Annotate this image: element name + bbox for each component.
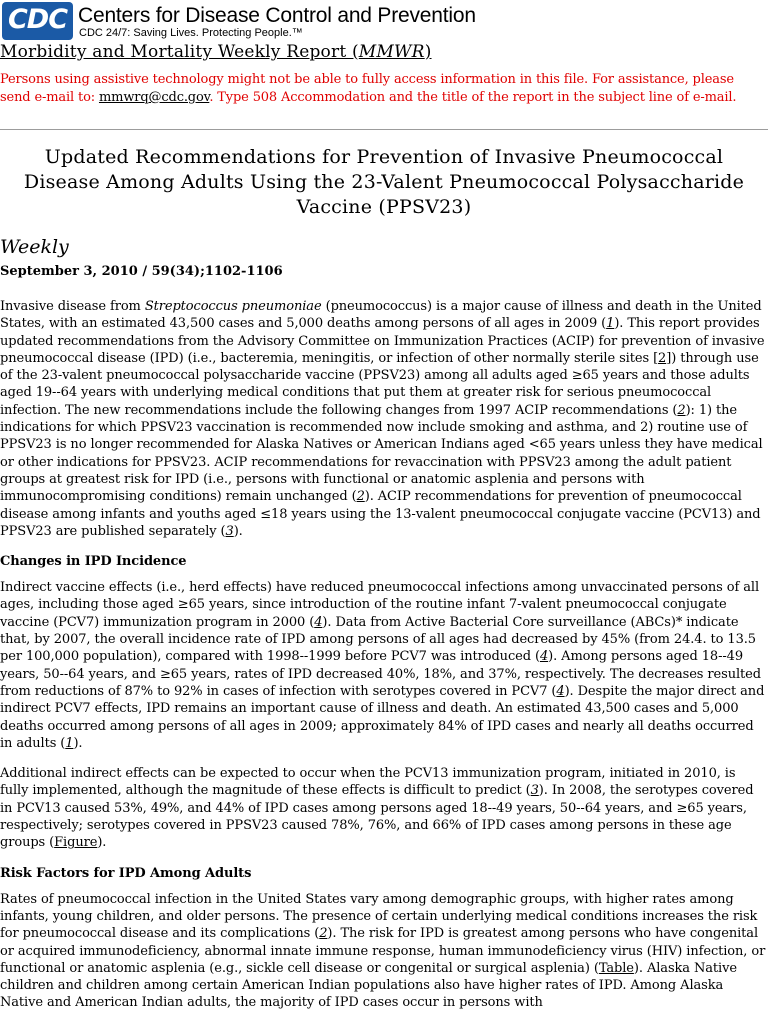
text: Rates of pneumococcal infection in the United States vary among demographic groups, with higher rates among infants, young children, and older persons. The presence of certain underlying medical conditions increases the risk for pneumococcal disease and its complications ( [0,891,758,942]
text: ). [73,735,83,751]
reference-link[interactable]: 3 [530,783,539,799]
mmwr-title[interactable] [0,42,432,62]
text: ). [97,835,107,851]
cdc-logo-text: CDC [7,4,68,35]
section-heading: Changes in IPD Incidence [0,554,187,570]
paragraph [0,765,766,851]
reference-link[interactable]: 2 [356,489,365,505]
text: Additional indirect effects can be expected to occur when the PCV13 immunization program, initiated in 2010, is fully implemented, although the magnitude of these effects is difficult to predict ( [0,766,736,799]
email-link[interactable]: mmwrq@cdc.gov [98,90,210,105]
mmwr-title-abbr: MMWR [358,42,425,62]
divider [0,129,768,130]
text: (pneumococcus) is a major cause of illness and death in the United States, with an estimated 43,500 cases and 5,000 deaths among persons of all ages in 2009 ( [0,299,762,332]
text: ). Alaska Native children and children among certain American Indian populations also have higher rates of IPD. Among Alaska Native and American Indian adults, the majority of IPD cases occur in persons with [0,960,737,1011]
org-name: Centers for Disease Control and Prevention [78,4,476,27]
accessibility-notice [0,71,766,107]
organism-name: Streptococcus pneumoniae [144,299,322,314]
mmwr-title-suffix: ) [424,42,432,62]
paragraph [0,579,766,752]
text: ). Despite the major direct and indirect PCV7 effects, IPD remains an important cause of illness and death. An estimated 43,500 cases and 5,000 deaths occurred among persons of all ages in 2009; approximately 84% of IPD cases and nearly all deaths occurred in adults ( [0,683,765,751]
text: ). In 2008, the serotypes covered in PCV13 caused 53%, 49%, and 44% of IPD cases among persons aged 18--49 years, 50--64 years, and ≥65 years, respectively; serotypes covered in PPSV23 caused 78%, 76%, and 66% of IPD cases among persons in these age groups ( [0,783,754,851]
article-title: Updated Recommendations for Prevention of Invasive Pneumococcal Disease Among Adults Using the 23-Valent Pneumococcal Polysaccharide Vaccine (PPSV23) [23,146,745,218]
text: ). Among persons aged 18--49 years, 50--64 years, and ≥65 years, rates of IPD decreased 40%, 18%, and 37%, respectively. The decreases resulted from reductions of 87% to 92% in cases of infection with serotypes covered in PCV7 ( [0,649,761,699]
text: Indirect vaccine effects (i.e., herd effects) have reduced pneumococcal infections among unvaccinated persons of all ages, including those aged ≥65 years, since introduction of the routine infant 7-valent pneumococcal conjugate vaccine (PCV7) immunization program in 2000 ( [0,580,760,630]
reference-link[interactable]: 4 [539,649,549,665]
publication-date: September 3, 2010 / 59(34);1102-1106 [0,264,283,279]
access-text-after: . Type 508 Accommodation and the title of the report in the subject line of e-mail. [209,90,737,105]
reference-link[interactable]: 2 [319,926,328,942]
text: ]) through use of the 23-valent pneumococcal polysaccharide vaccine (PPSV23) among all adults aged ≥65 years and those adults aged 19--64 years with underlying medical conditions that put them at greater risk for serious pneumococcal infection. The new recommendations include the following changes from 1997 ACIP recommendations ( [0,350,759,418]
section-heading: Risk Factors for IPD Among Adults [0,865,252,881]
reference-link[interactable]: 4 [556,683,565,699]
tagline: CDC 24/7: Saving Lives. Protecting People.™ [79,27,303,39]
text: Invasive disease from [0,299,145,314]
text: ). Data from Active Bacterial Core surveillance (ABCs)* indicate that, by 2007, the overall incidence rate of IPD among persons of all ages had decreased by 45% (from 24.4. to 13.5 per 100,000 population), compared with 1998--1999 before PCV7 was introduced ( [0,614,756,665]
reference-link[interactable]: 1 [65,735,74,751]
paragraph [0,891,766,1012]
text: ): 1) the indications for which PPSV23 vaccination is recommended now include smoking and asthma, and 2) routine use of PPSV23 is no longer recommended for Alaska Natives or American Indians aged <65 years unless they have medical or other indications for PPSV23. ACIP recommendations for revaccination with PPSV23 among the adult patient groups at greatest risk for IPD (i.e., persons with functional or anatomic asplenia and persons with immunocompromising conditions) remain unchanged ( [0,402,763,505]
reference-link[interactable]: 2 [658,350,667,366]
intro-paragraph [0,298,766,540]
text: ). This report provides updated recommendations from the Advisory Committee on Immunization Practices (ACIP) for prevention of invasive pneumococcal disease (IPD) (i.e., bacteremia, meningitis, or infection of other normally sterile sites [ [0,316,765,366]
text: ). [233,523,243,539]
article-body [0,298,766,1025]
cdc-logo[interactable] [2,2,73,40]
reference-link[interactable]: 3 [225,523,234,539]
reference-link[interactable]: 4 [314,614,323,630]
table-link[interactable]: Table [598,960,634,976]
mmwr-title-prefix: Morbidity and Mortality Weekly Report ( [0,42,359,62]
text: ). ACIP recommendations for prevention of pneumococcal disease among infants and youths aged ≤18 years using the 13-valent pneumococcal conjugate vaccine (PCV13) and PPSV23 are published separately ( [0,489,761,539]
reference-link[interactable]: 2 [677,402,686,418]
access-text-before: Persons using assistive technology might not be able to fully access information in this file. For assistance, please send e-mail to: [0,72,734,105]
text: ). The risk for IPD is greatest among persons who have congenital or acquired immunodeficiency, abnormal innate immune response, human immunodeficiency virus (HIV) infection, or functional or anatomic asplenia (e.g., sickle cell disease or congenital or surgical asplenia) ( [0,926,766,976]
figure-link[interactable]: Figure [54,835,98,851]
series-label: Weekly [0,236,69,258]
site-header [0,0,768,44]
reference-link[interactable]: 1 [606,316,615,332]
